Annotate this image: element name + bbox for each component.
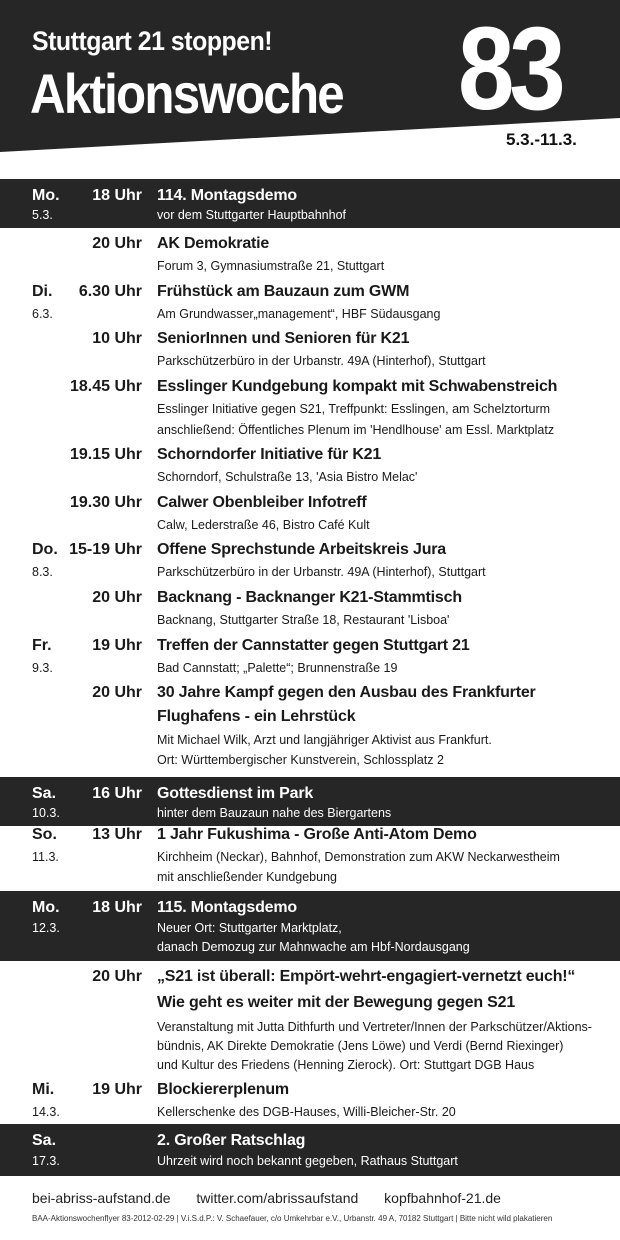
event-detail: Am Grundwasser„management“, HBF Südausgang: [157, 307, 441, 321]
event-title: Treffen der Cannstatter gegen Stuttgart 21: [157, 637, 470, 654]
event-time: 19 Uhr: [92, 637, 142, 654]
event-time: 10 Uhr: [92, 330, 142, 347]
event-detail: Parkschützerbüro in der Urbanstr. 49A (Hinterhof), Stuttgart: [157, 354, 486, 368]
event-date: 12.3.: [32, 921, 60, 935]
event-detail: hinter dem Bauzaun nahe des Biergartens: [157, 806, 392, 820]
event-detail: anschließend: Öffentliches Plenum im 'Hendlhouse' am Essl. Marktplatz: [157, 423, 555, 437]
event-title: Schorndorfer Initiative für K21: [157, 446, 382, 463]
event-title: Offene Sprechstunde Arbeitskreis Jura: [157, 541, 446, 558]
dark-band: [0, 1124, 620, 1176]
issue-number: 83: [458, 3, 561, 135]
event-time: 19.15 Uhr: [69, 446, 142, 463]
footer-links: [32, 1190, 523, 1206]
event-detail: Calw, Lederstraße 46, Bistro Café Kult: [157, 518, 370, 532]
event-detail: Schorndorf, Schulstraße 13, 'Asia Bistro Melac': [157, 470, 418, 484]
week-dates: 5.3.-11.3.: [506, 130, 577, 149]
event-detail: Kirchheim (Neckar), Bahnhof, Demonstration zum AKW Neckarwestheim: [157, 850, 560, 864]
event-title: SeniorInnen und Senioren für K21: [157, 330, 410, 347]
kopfbahnhof-link[interactable]: kopfbahnhof-21.de: [384, 1190, 501, 1206]
event-detail: Bad Cannstatt; „Palette“; Brunnenstraße 19: [157, 661, 398, 675]
event-title: AK Demokratie: [157, 235, 270, 252]
event-time: 18 Uhr: [92, 899, 142, 916]
event-detail: Mit Michael Wilk, Arzt und langjähriger Aktivist aus Frankfurt.: [157, 733, 492, 747]
event-day: Fr.: [32, 637, 52, 654]
event-day: Sa.: [32, 785, 57, 802]
website-link[interactable]: bei-abriss-aufstand.de: [32, 1190, 171, 1206]
event-day: Sa.: [32, 1132, 57, 1149]
event-day: Do.: [32, 541, 58, 558]
event-title: 115. Montagsdemo: [157, 899, 297, 916]
event-detail: mit anschließender Kundgebung: [157, 870, 337, 884]
event-time: 20 Uhr: [92, 235, 142, 252]
event-title: Esslinger Kundgebung kompakt mit Schwabenstreich: [157, 378, 558, 395]
event-time: 20 Uhr: [92, 589, 142, 606]
event-detail: Esslinger Initiative gegen S21, Treffpunkt: Esslingen, am Schelztorturm: [157, 402, 551, 416]
event-title: 114. Montagsdemo: [157, 187, 297, 204]
event-detail: Neuer Ort: Stuttgarter Marktplatz,: [157, 921, 342, 935]
event-date: 8.3.: [32, 565, 53, 579]
event-detail: Uhrzeit wird noch bekannt gegeben, Rathaus Stuttgart: [157, 1154, 458, 1168]
event-title-continued: Flughafens - ein Lehrstück: [157, 708, 356, 725]
event-title: Gottesdienst im Park: [157, 785, 314, 802]
event-time: 20 Uhr: [92, 684, 142, 701]
event-detail: vor dem Stuttgarter Hauptbahnhof: [157, 208, 347, 222]
event-detail: Parkschützerbüro in der Urbanstr. 49A (Hinterhof), Stuttgart: [157, 565, 486, 579]
event-title: 1 Jahr Fukushima - Große Anti-Atom Demo: [157, 826, 477, 843]
event-day: Mi.: [32, 1081, 55, 1098]
event-time: 19.30 Uhr: [69, 494, 142, 511]
event-date: 5.3.: [32, 208, 53, 222]
event-detail: bündnis, AK Direkte Demokratie (Jens Löwe) und Verdi (Bernd Riexinger): [157, 1039, 564, 1053]
event-time: 19 Uhr: [92, 1081, 142, 1098]
event-day: Di.: [32, 283, 53, 300]
event-date: 17.3.: [32, 1154, 60, 1168]
event-date: 9.3.: [32, 661, 53, 675]
event-date: 11.3.: [32, 850, 59, 864]
event-detail: Veranstaltung mit Jutta Dithfurth und Vertreter/Innen der Parkschützer/Aktions-: [157, 1020, 592, 1034]
flyer-title: Aktionswoche: [30, 62, 343, 125]
event-detail: danach Demozug zur Mahnwache am Hbf-Nordausgang: [157, 940, 470, 954]
twitter-link[interactable]: twitter.com/abrissaufstand: [196, 1190, 359, 1206]
event-detail: Backnang, Stuttgarter Straße 18, Restaurant 'Lisboa': [157, 613, 450, 627]
event-detail: Forum 3, Gymnasiumstraße 21, Stuttgart: [157, 259, 385, 273]
event-date: 6.3.: [32, 307, 53, 321]
event-day: Mo.: [32, 899, 60, 916]
event-detail: Ort: Württembergischer Kunstverein, Schlossplatz 2: [157, 753, 444, 767]
event-title: „S21 ist überall: Empört-wehrt-engagiert-vernetzt euch!“: [157, 968, 576, 985]
event-title: Frühstück am Bauzaun zum GWM: [157, 283, 410, 300]
event-day: So.: [32, 826, 57, 843]
event-time: 20 Uhr: [92, 968, 142, 985]
event-title: Blockiererplenum: [157, 1081, 289, 1098]
event-date: 14.3.: [32, 1105, 60, 1119]
event-date: 10.3.: [32, 806, 60, 820]
event-title: Backnang - Backnanger K21-Stammtisch: [157, 589, 462, 606]
event-detail: und Kultur des Friedens (Henning Zierock). Ort: Stuttgart DGB Haus: [157, 1058, 535, 1072]
event-title: Calwer Obenbleiber Infotreff: [157, 494, 367, 511]
event-time: 18 Uhr: [92, 187, 142, 204]
event-detail: Kellerschenke des DGB-Hauses, Willi-Bleicher-Str. 20: [157, 1105, 456, 1119]
header: [0, 0, 620, 160]
event-day: Mo.: [32, 187, 60, 204]
imprint: BAA-Aktionswochenflyer 83-2012-02-29 | V.i.S.d.P.: V. Schaefauer, c/o Umkehrbar e.V., Urbanstr. 49 A, 70182 Stuttgart | Bitte nicht wild plakatieren: [32, 1214, 553, 1223]
event-time: 13 Uhr: [92, 826, 142, 843]
event-time: 6.30 Uhr: [78, 283, 142, 300]
event-time: 16 Uhr: [92, 785, 142, 802]
event-title: 2. Großer Ratschlag: [157, 1132, 306, 1149]
event-time: 18.45 Uhr: [69, 378, 142, 395]
flyer-subtitle: Stuttgart 21 stoppen!: [32, 26, 273, 56]
event-title: 30 Jahre Kampf gegen den Ausbau des Frankfurter: [157, 684, 536, 701]
event-title-continued: Wie geht es weiter mit der Bewegung gegen S21: [157, 994, 516, 1011]
event-time: 15-19 Uhr: [69, 541, 142, 558]
